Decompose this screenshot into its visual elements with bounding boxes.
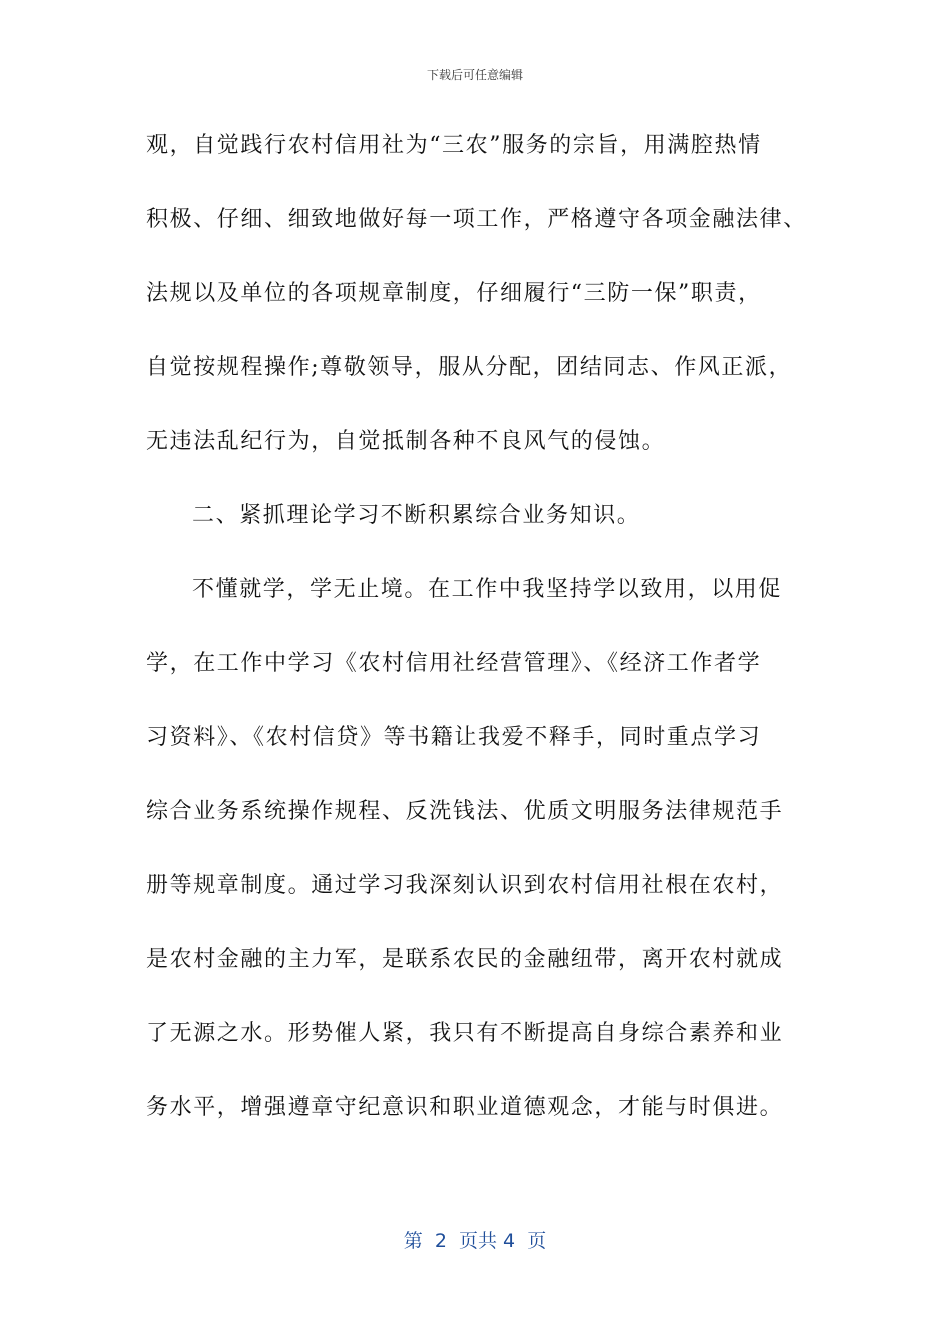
text-line: 综合业务系统操作规程、反洗钱法、优质文明服务法律规范手 <box>146 799 784 824</box>
text-line: 无违法乱纪行为，自觉抵制各种不良风气的侵蚀。 <box>146 429 666 454</box>
text-line: 学，在工作中学习《农村信用社经营管理》、《经济工作者学 <box>146 651 762 676</box>
text-line: 册等规章制度。通过学习我深刻认识到农村信用社根在农村， <box>146 873 784 898</box>
section-heading: 二、紧抓理论学习不断积累综合业务知识。 <box>192 503 641 528</box>
text-line: 自觉按规程操作;尊敬领导，服从分配，团结同志、作风正派， <box>146 355 793 380</box>
text-line: 务水平，增强遵章守纪意识和职业道德观念，才能与时俱进。 <box>146 1095 784 1120</box>
page-number: 第 2 页共 4 页 <box>403 1230 547 1252</box>
text-line: 习资料》、《农村信贷》等书籍让我爱不释手，同时重点学习 <box>146 725 762 750</box>
header-note: 下载后可任意编辑 <box>426 68 523 82</box>
text-line: 是农村金融的主力军，是联系农民的金融纽带，离开农村就成 <box>146 947 784 972</box>
document-body <box>146 120 846 1156</box>
text-line: 观，自觉践行农村信用社为“三农”服务的宗旨，用满腔热情 <box>146 133 762 158</box>
text-line: 法规以及单位的各项规章制度，仔细履行“三防一保”职责， <box>146 281 762 306</box>
text-line: 不懂就学，学无止境。在工作中我坚持学以致用，以用促 <box>192 577 783 602</box>
text-line: 了无源之水。形势催人紧，我只有不断提高自身综合素养和业 <box>146 1021 784 1046</box>
text-line: 积极、仔细、细致地做好每一项工作，严格遵守各项金融法律、 <box>146 207 807 232</box>
